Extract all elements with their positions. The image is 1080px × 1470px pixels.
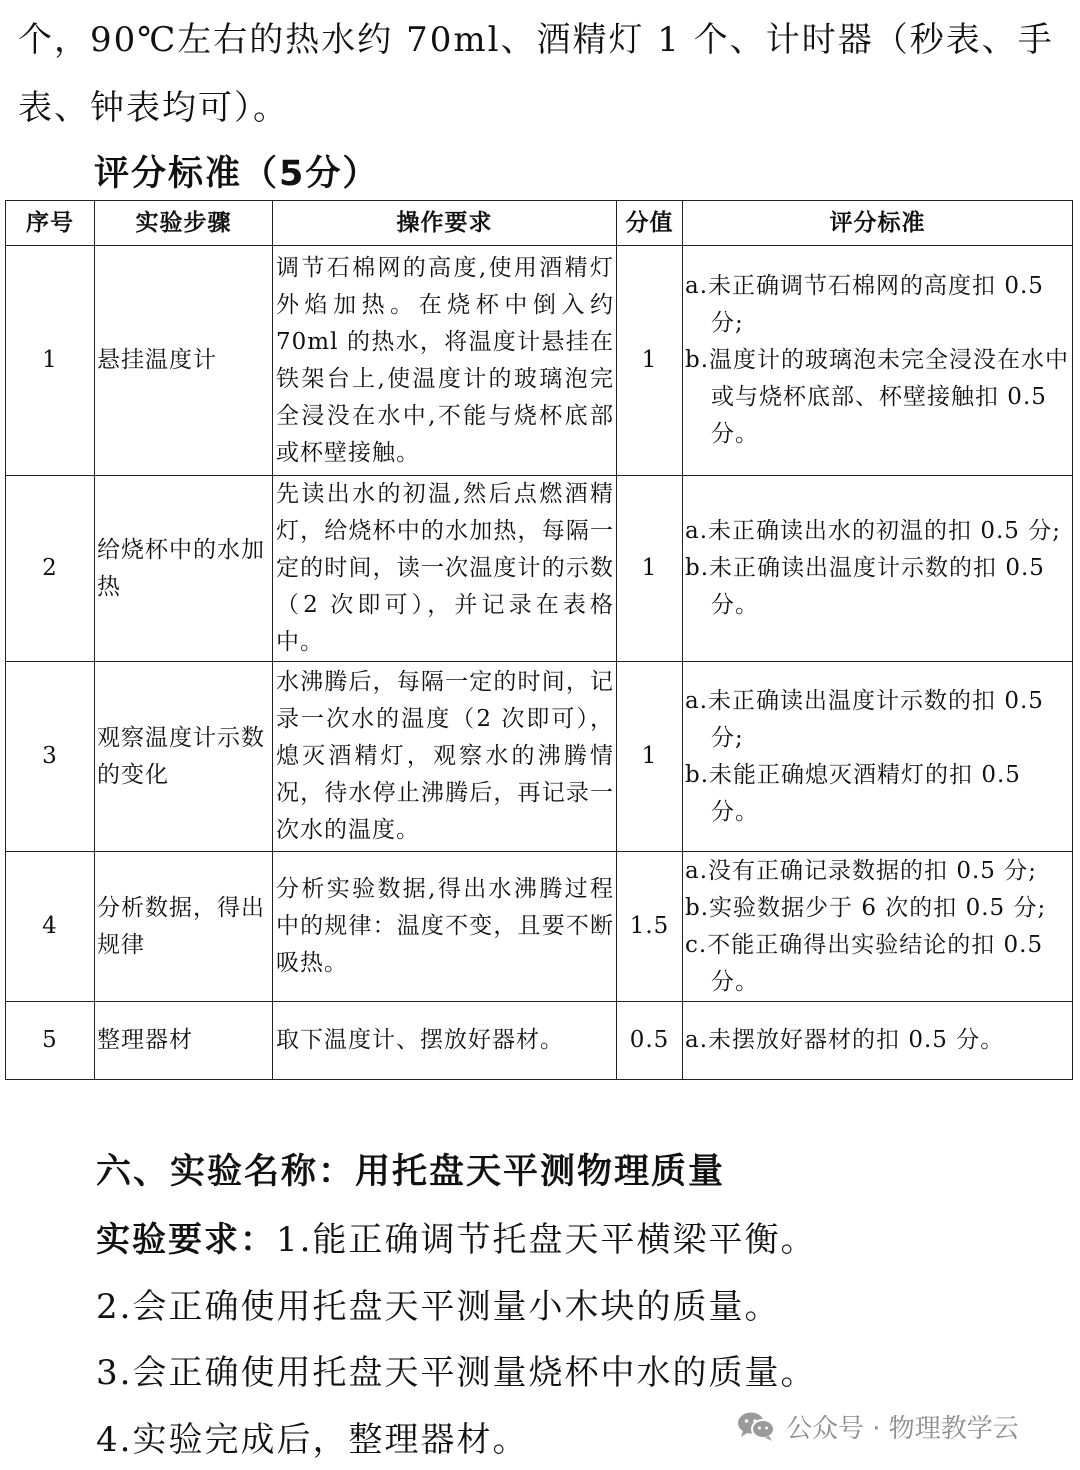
row-criteria: [683, 1002, 1073, 1080]
experiment-requirement-1: [96, 1218, 1068, 1262]
scoring-title: 评分标准（5分）: [94, 154, 380, 194]
table-row: [6, 246, 1073, 476]
table-row: [6, 662, 1073, 852]
row-requirement: 分析实验数据,得出水沸腾过程中的规律：温度不变，且要不断吸热。: [273, 852, 617, 1002]
criteria-item: a.未正确读出温度计示数的扣 0.5 分;: [685, 687, 1044, 751]
row-requirement: 取下温度计、摆放好器材。: [273, 1002, 617, 1080]
table-row: [6, 1002, 1073, 1080]
criteria-item: b.实验数据少于 6 次的扣 0.5 分;: [685, 894, 1047, 921]
scoring-table: [5, 200, 1073, 1080]
intro-line-1: 个，90℃左右的热水约 70ml、酒精灯 1 个、计时器（秒表、手: [18, 20, 1054, 60]
header-requirement: 操作要求: [273, 201, 617, 246]
experiment-requirement-2: 2.会正确使用托盘天平测量小木块的质量。: [96, 1287, 781, 1327]
row-step: 给烧杯中的水加热: [95, 476, 273, 662]
table-header-row: [6, 201, 1073, 246]
row-no: 3: [6, 662, 95, 852]
row-step: 悬挂温度计: [95, 246, 273, 476]
row-score: 1.5: [617, 852, 683, 1002]
criteria-item: b.未正确读出温度计示数的扣 0.5 分。: [685, 555, 1045, 618]
criteria-item: a.没有正确记录数据的扣 0.5 分;: [685, 857, 1037, 884]
wechat-icon: [736, 1410, 776, 1442]
row-score: 1: [617, 662, 683, 852]
row-score: 1: [617, 246, 683, 476]
row-score: 0.5: [617, 1002, 683, 1080]
row-no: 2: [6, 476, 95, 662]
experiment-requirement-3: 3.会正确使用托盘天平测量烧杯中水的质量。: [96, 1353, 817, 1393]
row-no: 5: [6, 1002, 95, 1080]
row-criteria: [683, 246, 1073, 476]
table-row: [6, 476, 1073, 662]
row-requirement: 调节石棉网的高度,使用酒精灯外焰加热。在烧杯中倒入约70ml 的热水，将温度计悬挂在铁架台上,使温度计的玻璃泡完全浸没在水中,不能与烧杯底部或杯壁接触。: [273, 246, 617, 476]
intro-line-2: 表、钟表均可）。: [18, 88, 289, 128]
row-requirement: 水沸腾后，每隔一定的时间，记录一次水的温度（2 次即可），熄灭酒精灯，观察水的沸腾情况，待水停止沸腾后，再记录一次水的温度。: [273, 662, 617, 852]
watermark-text: 公众号 · 物理教学云: [786, 1413, 1019, 1444]
watermark: [736, 1403, 1019, 1449]
row-requirement: 先读出水的初温,然后点燃酒精灯，给烧杯中的水加热，每隔一定的时间，读一次温度计的示数（2 次即可），并记录在表格中。: [273, 476, 617, 662]
header-step: 实验步骤: [95, 201, 273, 246]
header-score: 分值: [617, 201, 683, 246]
criteria-item: c.不能正确得出实验结论的扣 0.5 分。: [685, 931, 1044, 995]
row-criteria: [683, 852, 1073, 1002]
row-step: 整理器材: [95, 1002, 273, 1080]
experiment-title: 六、实验名称：用托盘天平测物理质量: [96, 1152, 726, 1192]
requirement-text: 1.能正确调节托盘天平横梁平衡。: [276, 1220, 817, 1260]
row-no: 4: [6, 852, 95, 1002]
row-criteria: [683, 476, 1073, 662]
row-no: 1: [6, 246, 95, 476]
experiment-requirement-4: 4.实验完成后，整理器材。: [96, 1420, 529, 1460]
criteria-item: b.温度计的玻璃泡未完全浸没在水中或与烧杯底部、杯壁接触扣 0.5 分。: [685, 347, 1070, 447]
header-criteria: 评分标准: [683, 201, 1073, 246]
table-row: [6, 852, 1073, 1002]
row-score: 1: [617, 476, 683, 662]
header-no: 序号: [6, 201, 95, 246]
row-step: 分析数据，得出规律: [95, 852, 273, 1002]
criteria-item: a.未摆放好器材的扣 0.5 分。: [685, 1027, 1005, 1053]
criteria-item: a.未正确调节石棉网的高度扣 0.5 分;: [685, 273, 1044, 336]
row-step: 观察温度计示数的变化: [95, 662, 273, 852]
row-criteria: [683, 662, 1073, 852]
criteria-item: a.未正确读出水的初温的扣 0.5 分;: [685, 518, 1061, 544]
requirement-label: 实验要求：: [96, 1220, 276, 1260]
criteria-item: b.未能正确熄灭酒精灯的扣 0.5 分。: [685, 761, 1021, 825]
